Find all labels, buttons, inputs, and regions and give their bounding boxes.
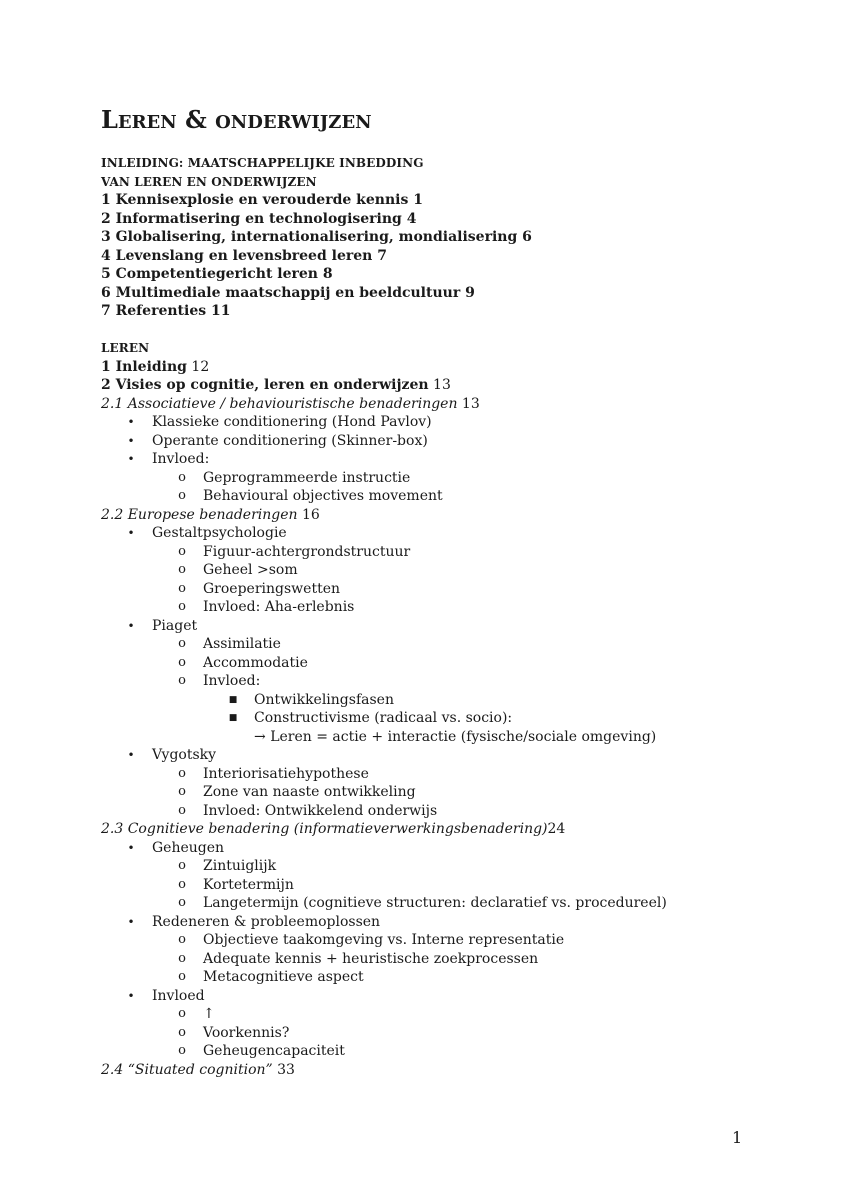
list-item: • Gestaltpsychologie [101, 524, 821, 543]
list-item [101, 1005, 821, 1024]
toc-section-2-1: 2.1 Associatieve / behaviouristische benaderingen 13 [101, 395, 480, 412]
list-item: o Kortetermijn [101, 876, 821, 895]
circle-bullet-icon: o [178, 636, 186, 651]
list-item: • Operante conditionering (Skinner-box) [101, 432, 821, 451]
list-item: • Redeneren & probleemoplossen [101, 913, 821, 932]
toc-item: 2 Informatisering en technologisering 4 [101, 210, 417, 227]
list-item: o Metacognitieve aspect [101, 968, 821, 987]
list-item: • Piaget [101, 617, 821, 636]
list-item: • Geheugen [101, 839, 821, 858]
circle-bullet-icon: o [178, 562, 186, 577]
circle-bullet-icon: o [178, 876, 186, 892]
bullet-icon: • [127, 840, 135, 855]
bullet-icon: • [127, 452, 135, 466]
bullet-icon: • [127, 415, 135, 429]
bullet-icon: • [127, 618, 135, 633]
intro-heading-line1: INLEIDING: MAATSCHAPPELIJKE INBEDDING [101, 156, 424, 170]
circle-bullet-icon: o [178, 488, 186, 503]
document-title: LEREN & ONDERWIJZEN [101, 105, 372, 134]
table-of-contents [101, 154, 821, 1079]
bullet-icon: • [127, 914, 135, 929]
list-item: o Invloed: Ontwikkelend onderwijs [101, 802, 821, 821]
circle-bullet-icon: o [178, 599, 186, 614]
circle-bullet-icon: o [178, 1043, 186, 1058]
list-item: → Leren = actie + interactie (fysische/sociale omgeving) [254, 728, 657, 745]
square-bullet-icon: ■ [228, 694, 238, 705]
circle-bullet-icon: o [178, 895, 186, 910]
toc-item: 5 Competentiegericht leren 8 [101, 266, 333, 282]
toc-item: 1 Kennisexplosie en verouderde kennis 1 [101, 192, 423, 208]
list-item: o Assimilatie [101, 635, 821, 654]
list-item: o Figuur-achtergrondstructuur [101, 543, 821, 562]
circle-bullet-icon: o [178, 1006, 186, 1021]
list-item: • Vygotsky [101, 746, 821, 765]
toc-item: 6 Multimediale maatschappij en beeldcultuur 9 [101, 284, 475, 301]
list-item: o Zintuiglijk [101, 857, 821, 876]
toc-section-2-2: 2.2 Europese benaderingen 16 [101, 506, 320, 523]
list-item: o Objectieve taakomgeving vs. Interne representatie [101, 931, 821, 950]
circle-bullet-icon: o [178, 969, 186, 984]
circle-bullet-icon: o [178, 469, 186, 485]
circle-bullet-icon: o [178, 802, 186, 818]
bullet-icon: • [127, 988, 135, 1003]
toc-section-2: 2 Visies op cognitie, leren en onderwijzen 13 [101, 377, 451, 393]
list-item: o Geprogrammeerde instructie [101, 469, 821, 488]
list-item: o Adequate kennis + heuristische zoekprocessen [101, 950, 821, 969]
list-item: • Klassieke conditionering (Hond Pavlov) [101, 413, 821, 432]
list-item: o Behavioural objectives movement [101, 487, 821, 506]
toc-section-2-3: 2.3 Cognitieve benadering (informatieverwerkingsbenadering)24 [101, 821, 566, 837]
list-item: o Interiorisatiehypothese [101, 765, 821, 784]
bullet-icon: • [127, 748, 135, 762]
circle-bullet-icon: o [178, 784, 186, 799]
list-item: ■ Ontwikkelingsfasen [101, 691, 821, 710]
circle-bullet-icon: o [178, 580, 186, 596]
list-item: o Invloed: Aha-erlebnis [101, 598, 821, 617]
circle-bullet-icon: o [178, 1024, 186, 1040]
list-item: • Invloed [101, 987, 821, 1006]
arrow-up-icon: ↑ [203, 1006, 215, 1022]
page-number: 1 [732, 1128, 743, 1147]
toc-item: 4 Levenslang en levensbreed leren 7 [101, 247, 387, 264]
toc-item: 7 Referenties 11 [101, 303, 231, 319]
list-item: o Zone van naaste ontwikkeling [101, 783, 821, 802]
list-item: o Langetermijn (cognitieve structuren: declaratief vs. procedureel) [101, 894, 821, 913]
square-bullet-icon: ■ [228, 713, 238, 723]
section-gap [101, 321, 821, 340]
intro-heading-line2: VAN LEREN EN ONDERWIJZEN [101, 174, 317, 189]
list-item: ■ Constructivisme (radicaal vs. socio): [101, 709, 821, 728]
bullet-icon: • [127, 433, 135, 448]
list-item: o Accommodatie [101, 654, 821, 673]
list-item: • Invloed: [101, 450, 821, 469]
toc-item: 3 Globalisering, internationalisering, mondialisering 6 [101, 229, 532, 245]
list-item: o Groeperingswetten [101, 580, 821, 599]
circle-bullet-icon: o [178, 950, 186, 966]
circle-bullet-icon: o [178, 858, 186, 873]
list-item: o Invloed: [101, 672, 821, 691]
bullet-icon: • [127, 526, 135, 540]
leren-heading: LEREN [101, 341, 150, 355]
circle-bullet-icon: o [178, 543, 186, 559]
list-item: o Voorkennis? [101, 1024, 821, 1043]
toc-section-2-4: 2.4 “Situated cognition” 33 [101, 1061, 295, 1078]
list-item: o Geheel >som [101, 561, 821, 580]
circle-bullet-icon: o [178, 673, 186, 688]
arrow-right-icon: → [254, 728, 266, 745]
circle-bullet-icon: o [178, 765, 186, 781]
list-item: o Geheugencapaciteit [101, 1042, 821, 1061]
toc-section-1: 1 Inleiding 12 [101, 358, 210, 375]
circle-bullet-icon: o [178, 654, 186, 670]
circle-bullet-icon: o [178, 932, 186, 947]
